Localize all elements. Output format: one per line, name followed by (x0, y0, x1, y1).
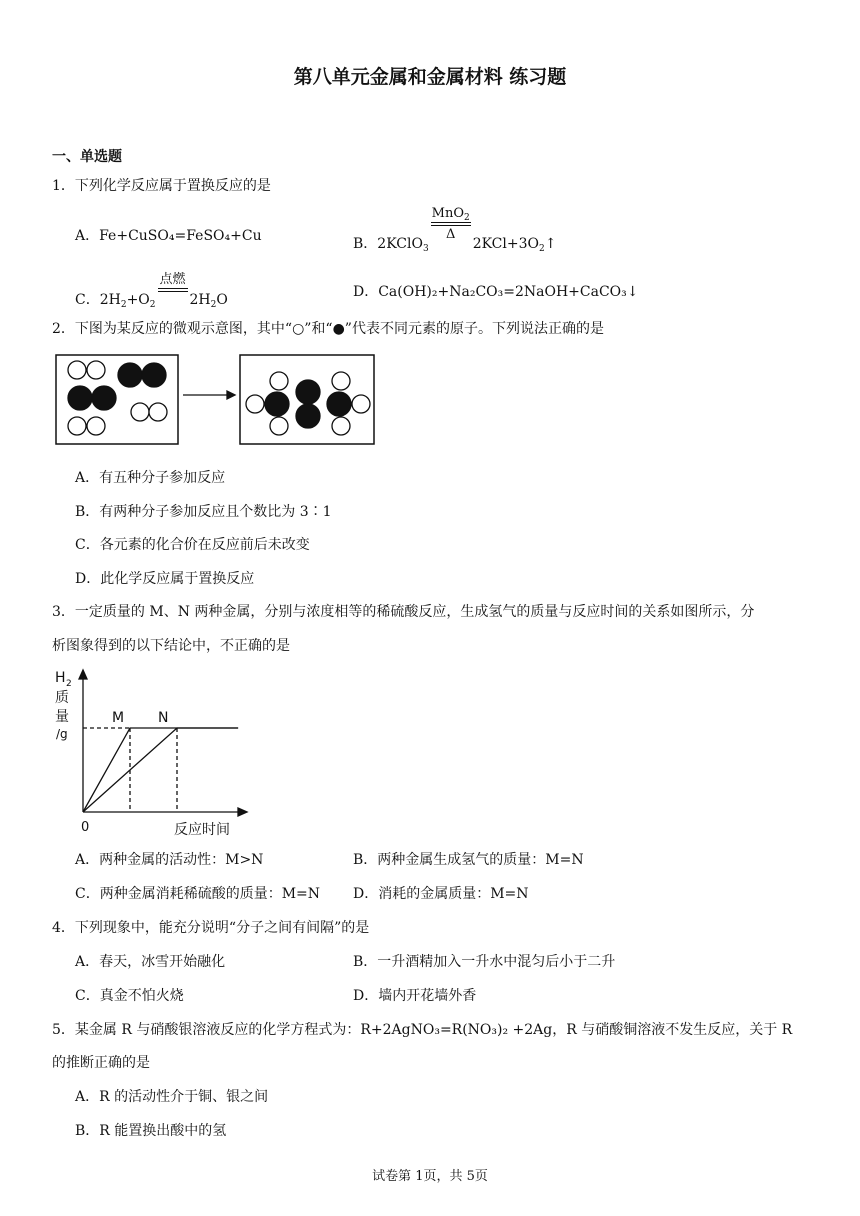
q5-option-b: B．R 能置换出酸中的氢 (75, 1123, 227, 1139)
q5-option-a: A．R 的活动性介于铜、银之间 (75, 1089, 269, 1105)
y-axis-label-1: 质 (55, 690, 69, 706)
reaction-arrow (183, 391, 235, 399)
q1-option-d: D．Ca(OH)₂+Na₂CO₃=2NaOH+CaCO₃↓ (353, 284, 639, 300)
q3-option-a: A．两种金属的活动性：M>N (75, 852, 264, 868)
white-atom (68, 361, 86, 379)
section-heading: 一、单选题 (52, 149, 122, 165)
y-axis-label-3: /g (56, 727, 68, 741)
q2-option-d: D．此化学反应属于置换反应 (75, 571, 255, 587)
question-3-stem-line2: 析图象得到的以下结论中，不正确的是 (52, 638, 290, 654)
series-label-m: M (112, 710, 125, 726)
white-atom (87, 417, 105, 435)
series-line-m (83, 728, 238, 812)
q1-option-a: A．Fe+CuSO₄=FeSO₄+Cu (75, 228, 262, 244)
black-atom (68, 386, 92, 410)
black-atom (296, 380, 320, 404)
question-3-stem-line1: 3．一定质量的 M、N 两种金属，分别与浓度相等的稀硫酸反应，生成氢气的质量与反应时间的关系如图所示，分 (52, 604, 755, 620)
y-axis-label-h: H (55, 670, 66, 686)
q2-option-a: A．有五种分子参加反应 (75, 470, 226, 486)
black-atom (142, 363, 166, 387)
q2-option-c: C．各元素的化合价在反应前后未改变 (75, 537, 310, 553)
q3-option-b: B．两种金属生成氢气的质量：M=N (353, 852, 584, 868)
question-2-stem: 2．下图为某反应的微观示意图，其中“○”和“●”代表不同元素的原子。下列说法正确的是 (52, 321, 604, 337)
white-atom (352, 395, 370, 413)
q4-option-c: C．真金不怕火烧 (75, 988, 184, 1004)
origin-label: 0 (81, 820, 90, 835)
q3-option-d: D．消耗的金属质量：M=N (353, 886, 529, 902)
black-atom (118, 363, 142, 387)
white-atom (68, 417, 86, 435)
x-axis-label: 反应时间 (174, 822, 230, 838)
question-4-stem: 4．下列现象中，能充分说明“分子之间有间隔”的是 (52, 920, 370, 936)
q3-option-c: C．两种金属消耗稀硫酸的质量：M=N (75, 886, 321, 902)
q4-option-d: D．墙内开花墙外香 (353, 988, 477, 1004)
y-axis-label-h-sub: 2 (66, 679, 72, 689)
page-title: 第八单元金属和金属材料 练习题 (293, 66, 567, 88)
q1-option-b: B．2KClO$_3$ MnO$_2$ Δ $2KCl+3O_2↑$ (353, 206, 557, 254)
page-footer: 试卷第 1页，共 5页 (372, 1169, 488, 1184)
q4-option-b: B．一升酒精加入一升水中混匀后小于二升 (353, 954, 616, 970)
white-atom (149, 403, 167, 421)
q2-option-b: B．有两种分子参加反应且个数比为 3∶1 (75, 504, 332, 520)
white-atom (87, 361, 105, 379)
white-atom (246, 395, 264, 413)
x-axis-arrow (238, 808, 247, 816)
question-5-stem-line1: 5．某金属 R 与硝酸银溶液反应的化学方程式为：R+2AgNO₃=R(NO₃)₂ +2Ag，R 与硝酸铜溶液不发生反应，关于 R (52, 1022, 793, 1038)
black-atom (265, 392, 289, 416)
white-atom (270, 372, 288, 390)
q1-option-c: C．$2H_2+O_2$ 点燃 $2H_2O$ (75, 272, 228, 310)
black-atom (92, 386, 116, 410)
black-atom (327, 392, 351, 416)
reaction-microscopic-diagram (55, 354, 385, 446)
series-label-n: N (158, 710, 169, 726)
question-5-stem-line2: 的推断正确的是 (52, 1055, 150, 1071)
q1-b-condition: MnO$_2$ Δ (431, 206, 470, 242)
white-atom (131, 403, 149, 421)
hydrogen-mass-chart (50, 664, 260, 840)
q1-c-condition: 点燃 (158, 272, 188, 310)
white-atom (270, 417, 288, 435)
y-axis-arrow (79, 670, 87, 679)
white-atom (332, 372, 350, 390)
y-axis-label-2: 量 (55, 709, 69, 725)
black-atom (296, 404, 320, 428)
q4-option-a: A．春天，冰雪开始融化 (75, 954, 226, 970)
question-1-stem: 1．下列化学反应属于置换反应的是 (52, 178, 271, 194)
white-atom (332, 417, 350, 435)
